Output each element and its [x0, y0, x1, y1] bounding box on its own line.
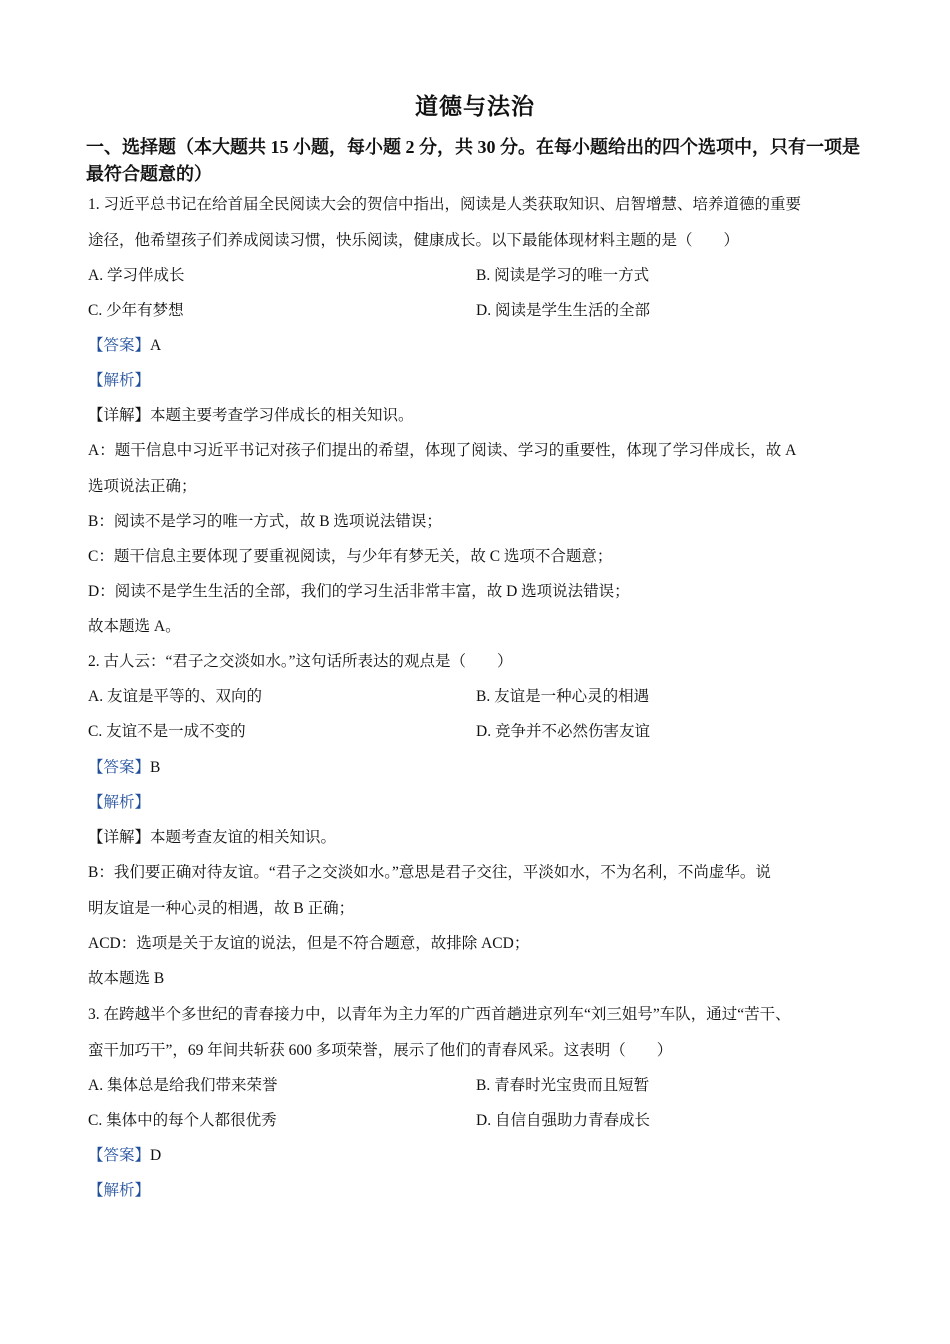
q2-acd-line: ACD：选项是关于友谊的说法，但是不符合题意，故排除 ACD； — [88, 935, 530, 952]
q2-option-b: B. 友谊是一种心灵的相遇 — [476, 688, 650, 705]
q3-analysis-tag: 【解析】 — [88, 1182, 151, 1199]
answer-tag: 【答案】 — [88, 1147, 151, 1164]
q2-analysis-tag: 【解析】 — [88, 794, 151, 811]
answer-tag: 【答案】 — [88, 337, 151, 354]
answer-value: B — [150, 759, 161, 776]
q1-option-b: B. 阅读是学习的唯一方式 — [476, 267, 650, 284]
q1-a-line1: A：题干信息中习近平书记对孩子们提出的希望，体现了阅读、学习的重要性，体现了学习伴成长，故 A — [88, 442, 797, 459]
q1-analysis-tag: 【解析】 — [88, 372, 151, 389]
answer-value: D — [150, 1147, 162, 1164]
q2-b-line1: B：我们要正确对待友谊。“君子之交淡如水。”意思是君子交往，平淡如水，不为名利，不尚虚华。说 — [88, 864, 771, 881]
q1-c-line: C：题干信息主要体现了要重视阅读，与少年有梦无关，故 C 选项不合题意； — [88, 548, 613, 565]
q1-conclusion: 故本题选 A。 — [88, 618, 181, 635]
q1-option-c: C. 少年有梦想 — [88, 302, 184, 319]
q2-detail: 【详解】本题考查友谊的相关知识。 — [88, 829, 337, 846]
q1-answer — [88, 335, 161, 357]
q1-stem-line1: 1. 习近平总书记在给首届全民阅读大会的贺信中指出，阅读是人类获取知识、启智增慧、培养道德的重要 — [88, 196, 802, 213]
answer-tag: 【答案】 — [88, 759, 151, 776]
q1-option-d: D. 阅读是学生生活的全部 — [476, 302, 650, 319]
section-heading: 一、选择题（本大题共 15 小题，每小题 2 分，共 30 分。在每小题给出的四个选项中，只有一项是最符合题意的） — [86, 137, 860, 184]
q2-stem: 2. 古人云：“君子之交淡如水。”这句话所表达的观点是（ ） — [88, 653, 513, 670]
q1-stem-line2: 途径，他希望孩子们养成阅读习惯，快乐阅读，健康成长。以下最能体现材料主题的是（ ） — [88, 232, 740, 249]
q2-option-a: A. 友谊是平等的、双向的 — [88, 688, 262, 705]
q2-b-line2: 明友谊是一种心灵的相遇，故 B 正确； — [88, 900, 355, 917]
answer-value: A — [150, 337, 162, 354]
q2-conclusion: 故本题选 B — [88, 970, 165, 987]
q3-stem-line1: 3. 在跨越半个多世纪的青春接力中，以青年为主力军的广西首趟进京列车“刘三姐号”车队，通过“苦干、 — [88, 1006, 791, 1023]
page-title: 道德与法治 — [415, 94, 535, 119]
q3-answer — [88, 1145, 161, 1167]
q3-option-d: D. 自信自强助力青春成长 — [476, 1112, 650, 1129]
q3-option-b: B. 青春时光宝贵而且短暂 — [476, 1077, 650, 1094]
q1-detail: 【详解】本题主要考查学习伴成长的相关知识。 — [88, 407, 414, 424]
q3-stem-line2: 蛮干加巧干”，69 年间共斩获 600 多项荣誉，展示了他们的青春风采。这表明（ ） — [88, 1042, 673, 1059]
q1-d-line: D：阅读不是学生生活的全部，我们的学习生活非常丰富，故 D 选项说法错误； — [88, 583, 630, 600]
q1-option-a: A. 学习伴成长 — [88, 267, 185, 284]
q2-answer — [88, 757, 160, 779]
q1-a-line2: 选项说法正确； — [88, 478, 197, 495]
q2-option-d: D. 竞争并不必然伤害友谊 — [476, 723, 650, 740]
q3-option-a: A. 集体总是给我们带来荣誉 — [88, 1077, 278, 1094]
q1-b-line: B：阅读不是学习的唯一方式，故 B 选项说法错误； — [88, 513, 442, 530]
q3-option-c: C. 集体中的每个人都很优秀 — [88, 1112, 277, 1129]
q2-option-c: C. 友谊不是一成不变的 — [88, 723, 246, 740]
